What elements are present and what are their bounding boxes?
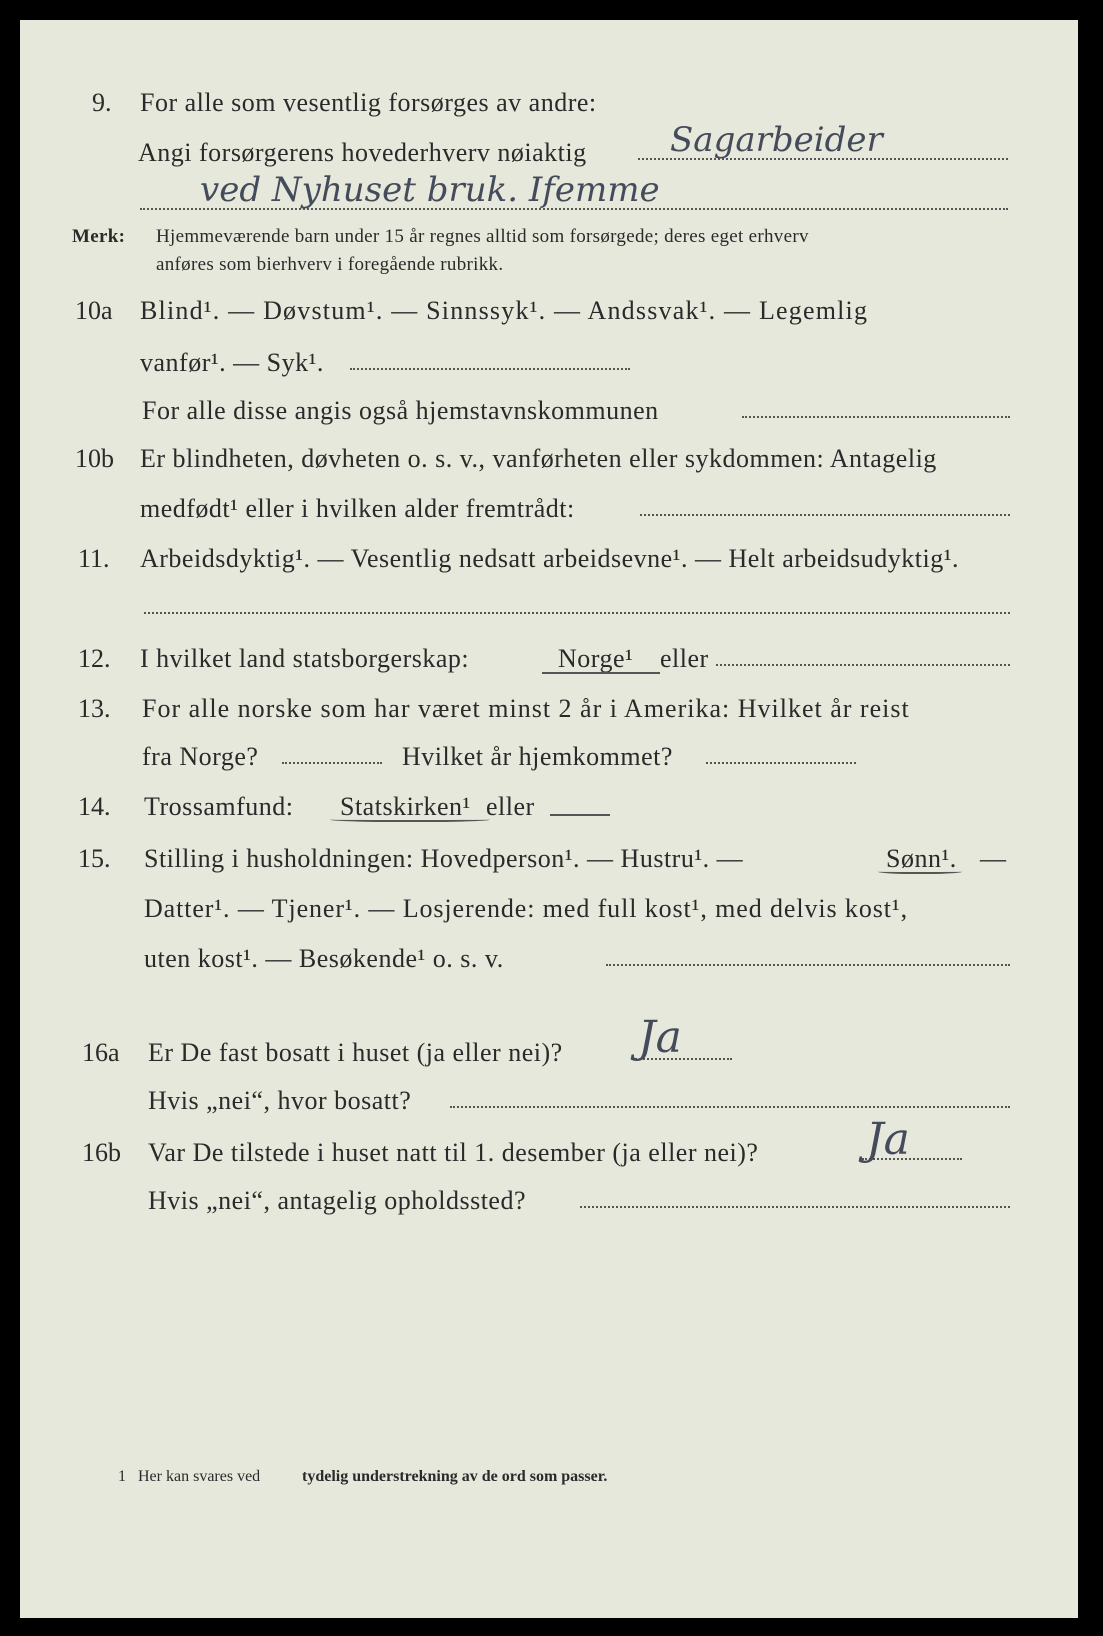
q10a-hometown-line [742, 416, 1010, 418]
q16b-line1: Var De tilstede i huset natt til 1. desember (ja eller nei)? [148, 1138, 759, 1167]
q15-answer-line [606, 964, 1010, 966]
q12-answer-line [716, 664, 1010, 666]
q12-suffix: eller [660, 644, 709, 673]
footnote-text-b: tydelig understrekning av de ord som passer. [302, 1468, 608, 1485]
q12-underline-mark [542, 672, 660, 674]
q15-line1-end: — [980, 844, 1007, 873]
q13-number: 13. [78, 694, 111, 723]
q10b-answer-line [640, 514, 1010, 516]
q14-answer-line [550, 814, 610, 816]
q16a-line1: Er De fast bosatt i huset (ja eller nei)? [148, 1038, 563, 1067]
q9-line1: For alle som vesentlig forsørges av andre: [140, 88, 597, 117]
q16a-line2: Hvis „nei“, hvor bosatt? [148, 1086, 412, 1115]
q13-hjemkommet-line [706, 762, 856, 764]
q12-underlined-choice: Norge¹ [558, 644, 634, 673]
q14-underline-mark [330, 816, 490, 822]
q12-number: 12. [78, 644, 111, 673]
q9-line2: Angi forsørgerens hovederhverv nøiaktig [138, 138, 587, 167]
q15-number: 15. [78, 844, 111, 873]
q16b-number: 16b [82, 1138, 121, 1167]
q15-underline-mark [878, 868, 962, 874]
q10a-line3: For alle disse angis også hjemstavnskommunen [142, 396, 659, 425]
q15-underlined-choice: Sønn¹. [886, 844, 957, 873]
footnote-marker: 1 [118, 1468, 126, 1485]
q16a-number: 16a [82, 1038, 120, 1067]
q16a-handwritten-answer: Ja [638, 1012, 682, 1063]
q15-line2: Datter¹. — Tjener¹. — Losjerende: med full kost¹, med delvis kost¹, [144, 894, 908, 923]
q13-line2a: fra Norge? [142, 742, 259, 771]
q14-underlined-choice: Statskirken¹ [340, 792, 471, 821]
q13-line1: For alle norske som har været minst 2 år i Amerika: Hvilket år reist [142, 694, 910, 723]
q10b-line1: Er blindheten, døvheten o. s. v., vanførheten eller sykdommen: Antagelig [140, 444, 937, 473]
q10a-answer-line [350, 368, 630, 370]
merk-label: Merk: [72, 226, 126, 247]
census-form-page [20, 20, 1078, 1618]
q14-number: 14. [78, 792, 111, 821]
footnote-text-a: Her kan svares ved [138, 1468, 261, 1485]
q12-prefix: I hvilket land statsborgerskap: [140, 644, 470, 673]
q15-line3: uten kost¹. — Besøkende¹ o. s. v. [144, 944, 504, 973]
q15-line1: Stilling i husholdningen: Hovedperson¹. — Hustru¹. — [144, 844, 744, 873]
q9-handwritten-answer2: ved Nyhuset bruk. Ifemme [200, 170, 660, 210]
q13-line2b: Hvilket år hjemkommet? [402, 742, 673, 771]
q10a-line1: Blind¹. — Døvstum¹. — Sinnssyk¹. — Andssvak¹. — Legemlig [140, 296, 869, 325]
merk-line2: anføres som bierhverv i foregående rubrikk. [156, 254, 504, 275]
q10a-number: 10a [75, 296, 113, 325]
q10b-number: 10b [75, 444, 114, 473]
q16b-line2: Hvis „nei“, antagelig opholdssted? [148, 1186, 527, 1215]
q10b-line2: medfødt¹ eller i hvilken alder fremtrådt: [140, 494, 575, 523]
q9-handwritten-answer1: Sagarbeider [670, 120, 883, 160]
q16a-bosatt-line [450, 1106, 1010, 1108]
q11-answer-line [144, 612, 1010, 614]
q14-prefix: Trossamfund: [144, 792, 294, 821]
q14-suffix: eller [486, 792, 535, 821]
q13-reist-line [282, 762, 382, 764]
q11-line1: Arbeidsdyktig¹. — Vesentlig nedsatt arbeidsevne¹. — Helt arbeidsudyktig¹. [140, 544, 960, 573]
q16b-opholdssted-line [580, 1206, 1010, 1208]
q9-number: 9. [92, 88, 112, 117]
q11-number: 11. [78, 544, 110, 573]
q16b-handwritten-answer: Ja [866, 1114, 910, 1165]
merk-line1: Hjemmeværende barn under 15 år regnes alltid som forsørgede; deres eget erhverv [156, 226, 809, 247]
q10a-line2: vanfør¹. — Syk¹. [140, 348, 324, 377]
